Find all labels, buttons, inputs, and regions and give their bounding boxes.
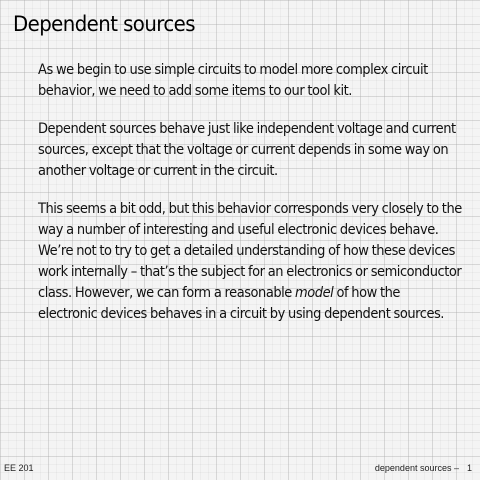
- text-line: sources, except that the voltage or current depends in some way on: [38, 142, 449, 158]
- text-line: electronic devices behaves in a circuit by using dependent sources.: [38, 306, 444, 322]
- text-line: work internally – that’s the subject for an electronics or semiconductor: [38, 264, 462, 280]
- text-line: another voltage or current in the circuit.: [38, 163, 278, 179]
- footer-section: [375, 463, 472, 473]
- slide-title: Dependent sources: [13, 12, 195, 36]
- paragraph-definition: [38, 119, 456, 182]
- slide-body: [38, 60, 474, 342]
- paragraph-intro: [38, 60, 443, 102]
- page-number: 1: [466, 463, 472, 473]
- text-line: As we begin to use simple circuits to model more complex circuit: [38, 62, 428, 78]
- text-line: This seems a bit odd, but this behavior corresponds very closely to the: [38, 201, 462, 217]
- text-segment: of how the: [333, 285, 400, 301]
- text-line: We’re not to try to get a detailed understanding of how these devices: [38, 243, 455, 259]
- emphasis-model: model: [295, 285, 334, 301]
- text-line: behavior, we need to add some items to our tool kit.: [38, 83, 352, 99]
- paragraph-motivation: [38, 199, 462, 325]
- text-segment: class. However, we can form a reasonable: [38, 285, 296, 301]
- footer-course: EE 201: [4, 463, 34, 473]
- text-line: way a number of interesting and useful electronic devices behave.: [38, 222, 439, 238]
- footer-section-label: dependent sources –: [374, 463, 459, 473]
- text-line: Dependent sources behave just like independent voltage and current: [38, 121, 456, 137]
- text-line: [38, 283, 443, 304]
